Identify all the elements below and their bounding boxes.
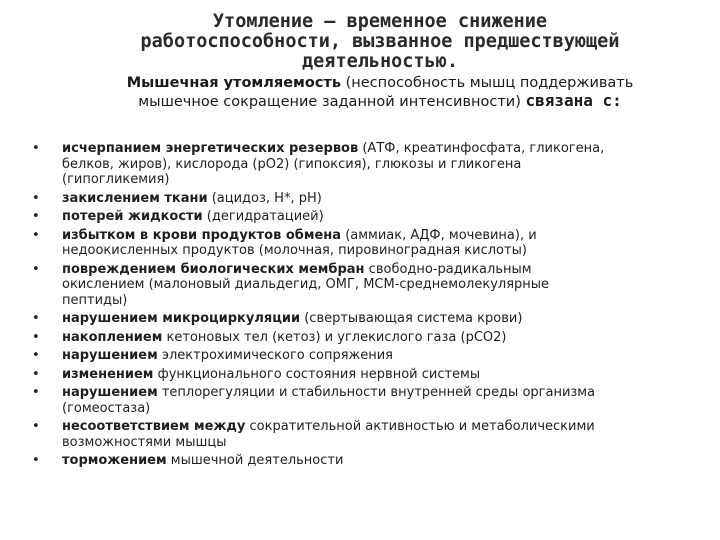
definition-term: Мышечная утомляемость bbox=[126, 75, 342, 91]
list-item-keyword: несоответствием между bbox=[62, 419, 246, 434]
list-item bbox=[30, 191, 710, 207]
list-item-line: возможностями мышцы bbox=[62, 434, 227, 450]
list-item-text: (дегидратацией) bbox=[202, 209, 324, 224]
definition-line-2 bbox=[40, 92, 720, 111]
list-item-text: электрохимического сопряжения bbox=[157, 348, 394, 363]
list-item-keyword: повреждением биологических мембран bbox=[62, 261, 365, 277]
list-item-keyword: закислением ткани bbox=[62, 190, 208, 206]
list-item-line: (гомеостаза) bbox=[62, 400, 151, 416]
list-item-text: (АТФ, креатинфосфата, гликогена, bbox=[358, 141, 605, 156]
list-item-text: сократительной активностью и метаболическими bbox=[245, 419, 595, 434]
list-item-text: (аммиак, АДФ, мочевина), и bbox=[341, 227, 537, 243]
list-item bbox=[30, 385, 710, 416]
cause-list bbox=[30, 141, 710, 472]
list-item-line: пептиды) bbox=[62, 292, 128, 308]
list-item bbox=[30, 209, 710, 225]
definition-paragraph bbox=[40, 75, 720, 111]
definition-text: (неспособность мышц поддерживать bbox=[341, 75, 634, 91]
list-item-line bbox=[62, 228, 710, 244]
list-item-line bbox=[62, 385, 710, 401]
list-item bbox=[30, 141, 710, 188]
list-item bbox=[30, 453, 710, 469]
list-item-line: окислением (малоновый диальдегид, ОМГ, МСМ-среднемолекулярные bbox=[62, 277, 550, 292]
list-item-keyword: избытком в крови продуктов обмена bbox=[62, 227, 342, 243]
list-item-line bbox=[62, 141, 710, 157]
list-item-line bbox=[62, 367, 710, 383]
list-item-line bbox=[62, 453, 710, 469]
list-item-text: кетоновых тел (кетоз) и углекислого газа (рСО2) bbox=[162, 329, 507, 345]
list-item-line bbox=[62, 311, 710, 327]
title-line: Утомление – временное снижение bbox=[212, 11, 548, 32]
list-item-text: (свертывающая система крови) bbox=[300, 311, 523, 326]
list-item-line: недоокисленных продуктов (молочная, пировиноградная кислоты) bbox=[62, 243, 527, 258]
list-item-keyword: изменением bbox=[62, 366, 154, 382]
list-item-text: функционального состояния нервной системы bbox=[153, 366, 481, 382]
definition-text: мышечное сокращение заданной интенсивности) bbox=[138, 94, 526, 110]
definition-emphasis: связана с: bbox=[525, 91, 622, 110]
list-item-line bbox=[62, 330, 710, 346]
list-item-keyword: нарушением микроциркуляции bbox=[62, 311, 301, 326]
slide-title bbox=[40, 12, 720, 72]
list-item-line: белков, жиров), кислорода (рО2) (гипоксия), глюкозы и гликогена bbox=[62, 156, 522, 172]
title-line: деятельностью. bbox=[302, 51, 458, 72]
list-item-keyword: нарушением bbox=[62, 385, 158, 400]
list-item-line bbox=[62, 419, 710, 435]
list-item bbox=[30, 311, 710, 327]
list-item-text: свободно-радикальным bbox=[364, 261, 532, 277]
list-item-text: (ацидоз, Н*, рН) bbox=[207, 190, 322, 206]
list-item bbox=[30, 419, 710, 450]
list-item-line: (гипогликемия) bbox=[62, 172, 170, 187]
list-item-line bbox=[62, 209, 710, 225]
list-item-keyword: нарушением bbox=[62, 348, 158, 363]
list-item bbox=[30, 228, 710, 259]
list-item-keyword: накоплением bbox=[62, 329, 163, 345]
list-item bbox=[30, 367, 710, 383]
list-item-line bbox=[62, 348, 710, 364]
list-item bbox=[30, 262, 710, 309]
list-item-keyword: торможением bbox=[62, 453, 167, 468]
list-item-text: мышечной деятельности bbox=[166, 453, 344, 468]
list-item-line bbox=[62, 262, 710, 278]
list-item bbox=[30, 348, 710, 364]
list-item-keyword: исчерпанием энергетических резервов bbox=[62, 141, 359, 156]
list-item bbox=[30, 330, 710, 346]
list-item-text: теплорегуляции и стабильности внутренней среды организма bbox=[157, 385, 596, 400]
title-line: работоспособности, вызванное предшествующей bbox=[140, 31, 620, 52]
list-item-line bbox=[62, 191, 710, 207]
definition-line-1 bbox=[40, 75, 720, 92]
list-item-keyword: потерей жидкости bbox=[62, 209, 203, 224]
